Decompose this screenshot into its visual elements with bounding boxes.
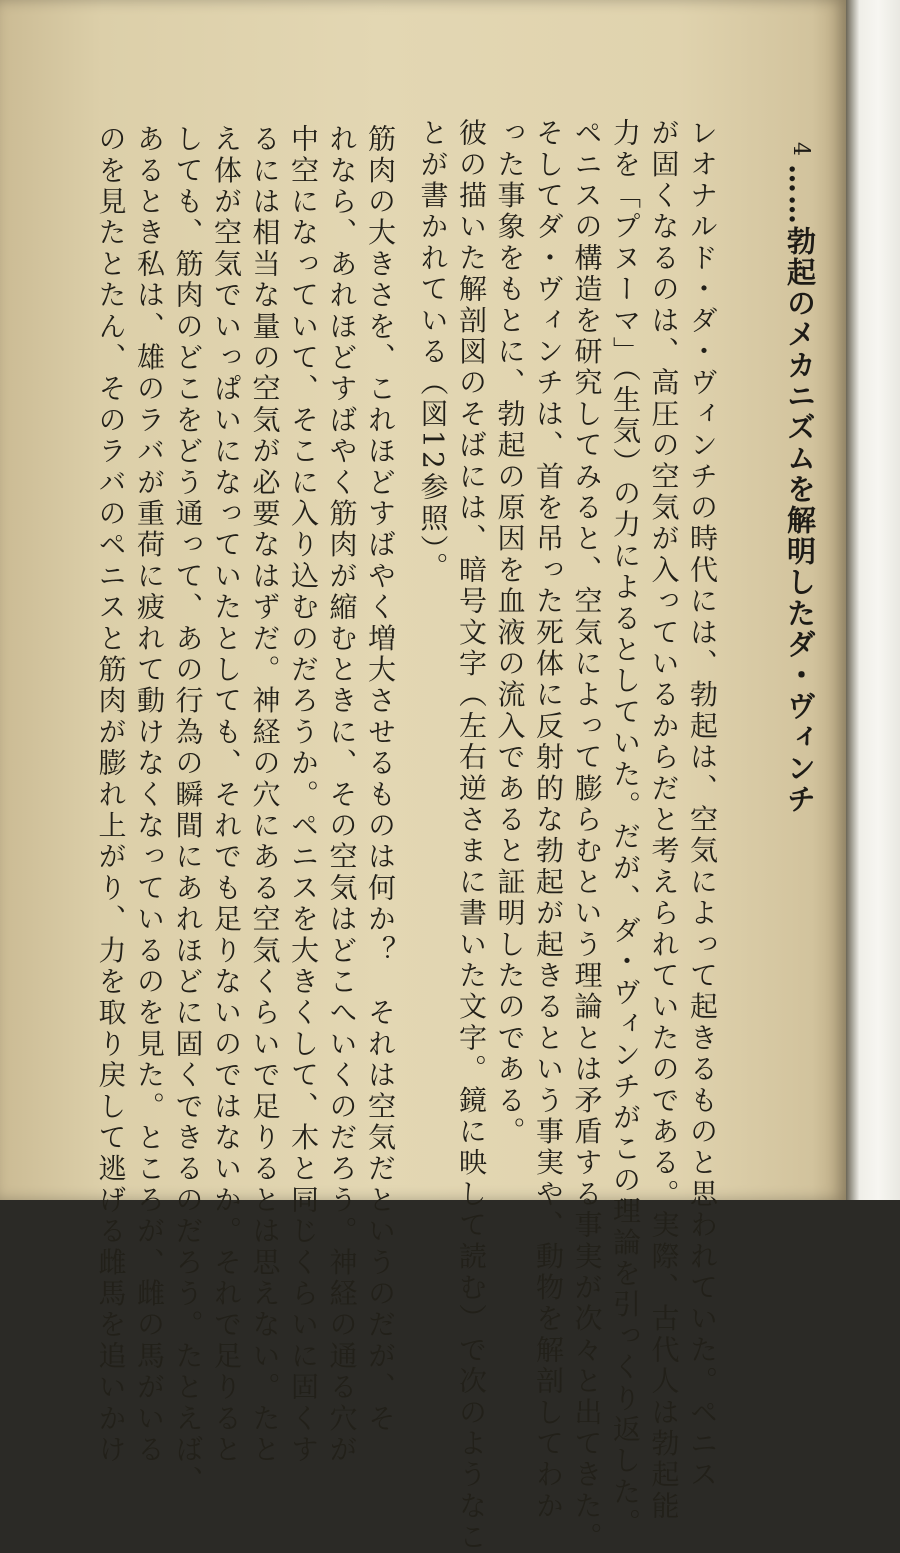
chapter-number: 4: [788, 142, 813, 158]
text-line: れなら、あれほどすばやく筋肉が縮むときに、その空気はどこへいくのだろう。神経の通る穴が: [325, 124, 359, 1466]
text-line: 力を「プヌーマ」（生気）の力によるとしていた。だが、ダ・ヴィンチがこの理論を引っくり返した。: [609, 118, 642, 1540]
text-line: 彼の描いた解剖図のそばには、暗号文字（左右逆さまに書いた文字。鏡に映して読む）で次のようなこ: [455, 118, 488, 1553]
text-line: が固くなるのは、高圧の空気が入っているからだと考えられていたのである。実際、古代人は勃起能: [647, 118, 681, 1522]
text-line: るには相当な量の空気が必要なはずだ。神経の穴にある空気くらいで足りるとは思えない。たと: [248, 124, 282, 1466]
adjacent-page-edge: [846, 0, 900, 1200]
text-line: ペニスの構造を研究してみると、空気によって膨らむという理論とは矛盾する事実が次々と出てきた。: [570, 118, 604, 1553]
text-line: 筋肉の大きさを、これほどすばやく増大させるものは何か？ それは空気だというのだが、そ: [364, 124, 397, 1435]
text-line: あるとき私は、雄のラバが重荷に疲れて動けなくなっているのを見た。ところが、雌の馬がいる: [133, 124, 166, 1466]
text-line: 中空になっていて、そこに入り込むのだろうか。ペニスを大きくして、木と同じくらいに固くす: [287, 124, 320, 1466]
text-line: のを見たとたん、そのラバのペニスと筋肉が膨れ上がり、力を取り戻して逃げる雌馬を追いかけ: [94, 124, 128, 1466]
text-line: しても、筋肉のどこをどう通って、あの行為の瞬間にあれほどに固くできるのだろう。たとえば、: [171, 124, 205, 1497]
text-line: え体が空気でいっぱいになっていたとしても、それでも足りないのではないか。それで足りると: [210, 124, 243, 1466]
text-line: った事象をもとに、勃起の原因を血液の流入であると証明したのである。: [493, 118, 527, 1148]
chapter-heading: [780, 142, 821, 815]
body-paragraph-upper: [413, 118, 721, 1553]
text-line: とが書かれている（図12参照）。: [416, 118, 450, 583]
chapter-title: ……勃起のメカニズムを解明したダ・ヴィンチ: [783, 164, 817, 815]
text-line: そしてダ・ヴィンチは、首を吊った死体に反射的な勃起が起きるという事実や、動物を解剖してわか: [532, 118, 565, 1522]
text-line: レオナルド・ダ・ヴィンチの時代には、勃起は、空気によって起きるものと思われていた。ペニス: [686, 118, 719, 1491]
body-paragraph-quote: [91, 124, 399, 1497]
